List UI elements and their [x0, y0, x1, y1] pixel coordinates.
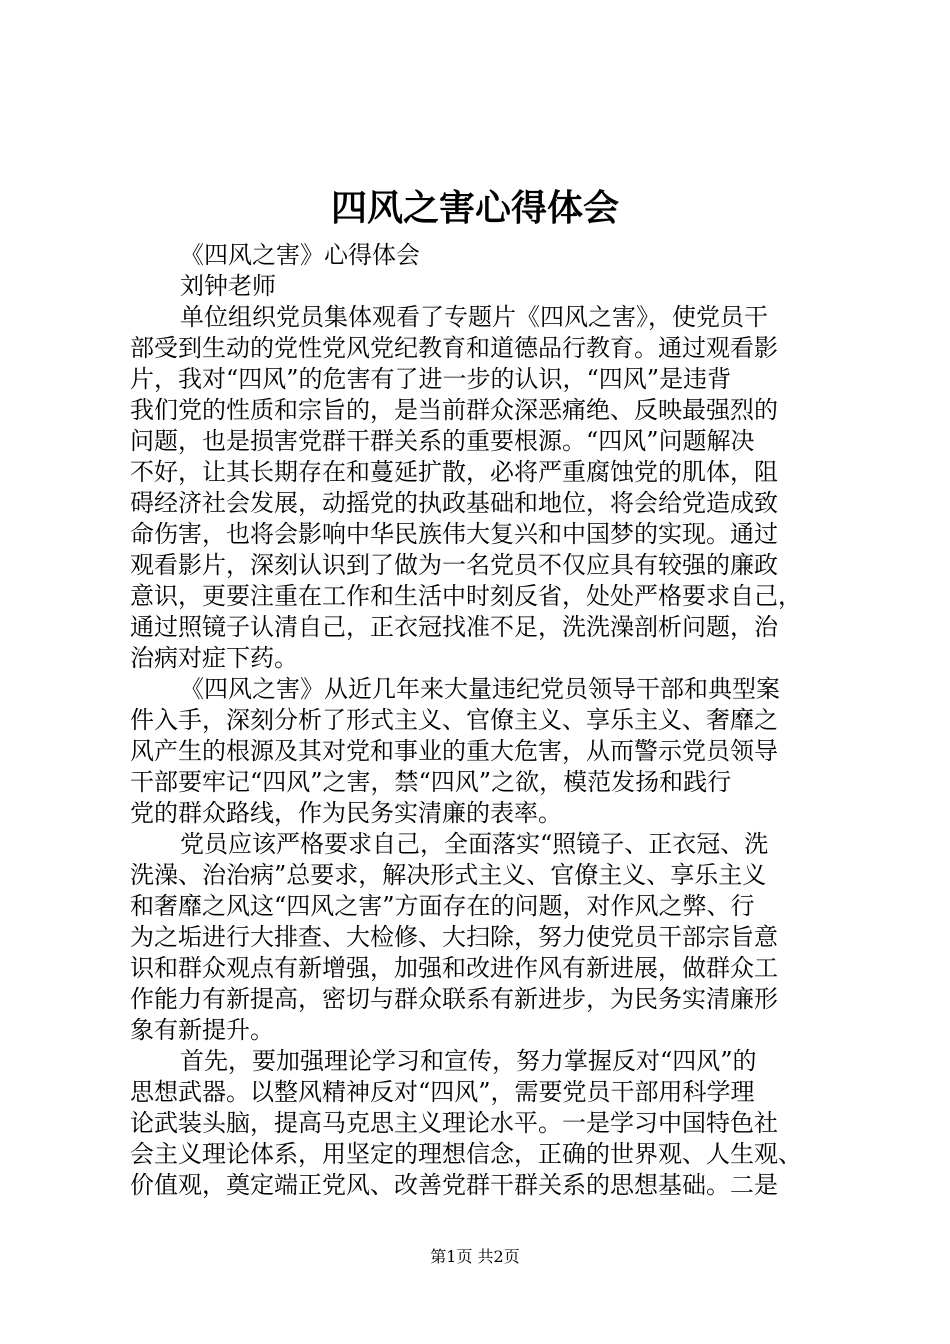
- paragraph-3-line-5: 识和群众观点有新增强，加强和改进作风有新进展，做群众工: [130, 954, 778, 982]
- paragraph-4-line-4: 会主义理论体系，用坚定的理想信念，正确的世界观、人生观、: [130, 1140, 802, 1168]
- paragraph-4-line-5: 价值观，奠定端正党风、改善党群干群关系的思想基础。二是: [130, 1171, 778, 1199]
- paragraph-1-line-5: 问题，也是损害党群干群关系的重要根源。“四风”问题解决: [130, 427, 755, 455]
- paragraph-1-line-8: 命伤害，也将会影响中华民族伟大复兴和中国梦的实现。通过: [130, 520, 778, 548]
- paragraph-1-line-9: 观看影片，深刻认识到了做为一名党员不仅应具有较强的廉政: [130, 551, 778, 579]
- document-body: [130, 240, 830, 1201]
- document-title: 四风之害心得体会: [330, 187, 619, 229]
- paragraph-3-line-3: 和奢靡之风这“四风之害”方面存在的问题，对作风之弊、行: [130, 892, 755, 920]
- paragraph-3-line-2: 洗澡、治治病”总要求，解决形式主义、官僚主义、享乐主义: [130, 861, 767, 889]
- paragraph-4-line-1: 首先，要加强理论学习和宣传，努力掌握反对“四风”的: [180, 1047, 757, 1075]
- paragraph-3-line-6: 作能力有新提高，密切与群众联系有新进步，为民务实清廉形: [130, 985, 778, 1013]
- paragraph-1-line-10: 意识，更要注重在工作和生活中时刻反省，处处严格要求自己，: [130, 582, 802, 610]
- paragraph-1-line-2: 部受到生动的党性党风党纪教育和道德品行教育。通过观看影: [130, 334, 778, 362]
- paragraph-3-line-4: 为之垢进行大排查、大检修、大扫除，努力使党员干部宗旨意: [130, 923, 778, 951]
- paragraph-1-line-12: 治病对症下药。: [130, 644, 298, 672]
- page-number-footer: 第1页 共2页: [430, 1247, 520, 1266]
- paragraph-4-line-3: 论武装头脑，提高马克思主义理论水平。一是学习中国特色社: [130, 1109, 778, 1137]
- paragraph-2-line-5: 党的群众路线，作为民务实清廉的表率。: [130, 799, 562, 827]
- paragraph-3-line-7: 象有新提升。: [130, 1016, 274, 1044]
- paragraph-1-line-6: 不好，让其长期存在和蔓延扩散，必将严重腐蚀党的肌体，阻: [130, 458, 778, 486]
- paragraph-1-line-1: 单位组织党员集体观看了专题片《四风之害》，使党员干: [180, 303, 768, 331]
- paragraph-1-line-7: 碍经济社会发展，动摇党的执政基础和地位，将会给党造成致: [130, 489, 778, 517]
- subtitle-line: 《四风之害》心得体会: [180, 241, 420, 269]
- paragraph-3-line-1: 党员应该严格要求自己，全面落实“照镜子、正衣冠、洗: [180, 830, 769, 858]
- paragraph-1-line-11: 通过照镜子认清自己，正衣冠找准不足，洗洗澡剖析问题，治: [130, 613, 778, 641]
- paragraph-1-line-3: 片，我对“四风”的危害有了进一步的认识，“四风”是违背: [130, 365, 732, 393]
- author-line: 刘钟老师: [180, 272, 276, 300]
- paragraph-2-line-2: 件入手，深刻分析了形式主义、官僚主义、享乐主义、奢靡之: [130, 706, 778, 734]
- paragraph-1-line-4: 我们党的性质和宗旨的，是当前群众深恶痛绝、反映最强烈的: [130, 396, 778, 424]
- paragraph-4-line-2: 思想武器。以整风精神反对“四风”，需要党员干部用科学理: [130, 1078, 755, 1106]
- paragraph-2-line-3: 风产生的根源及其对党和事业的重大危害，从而警示党员领导: [130, 737, 778, 765]
- paragraph-2-line-4: 干部要牢记“四风”之害，禁“四风”之欲，模范发扬和践行: [130, 768, 732, 796]
- paragraph-2-line-1: 《四风之害》从近几年来大量违纪党员领导干部和典型案: [180, 675, 780, 703]
